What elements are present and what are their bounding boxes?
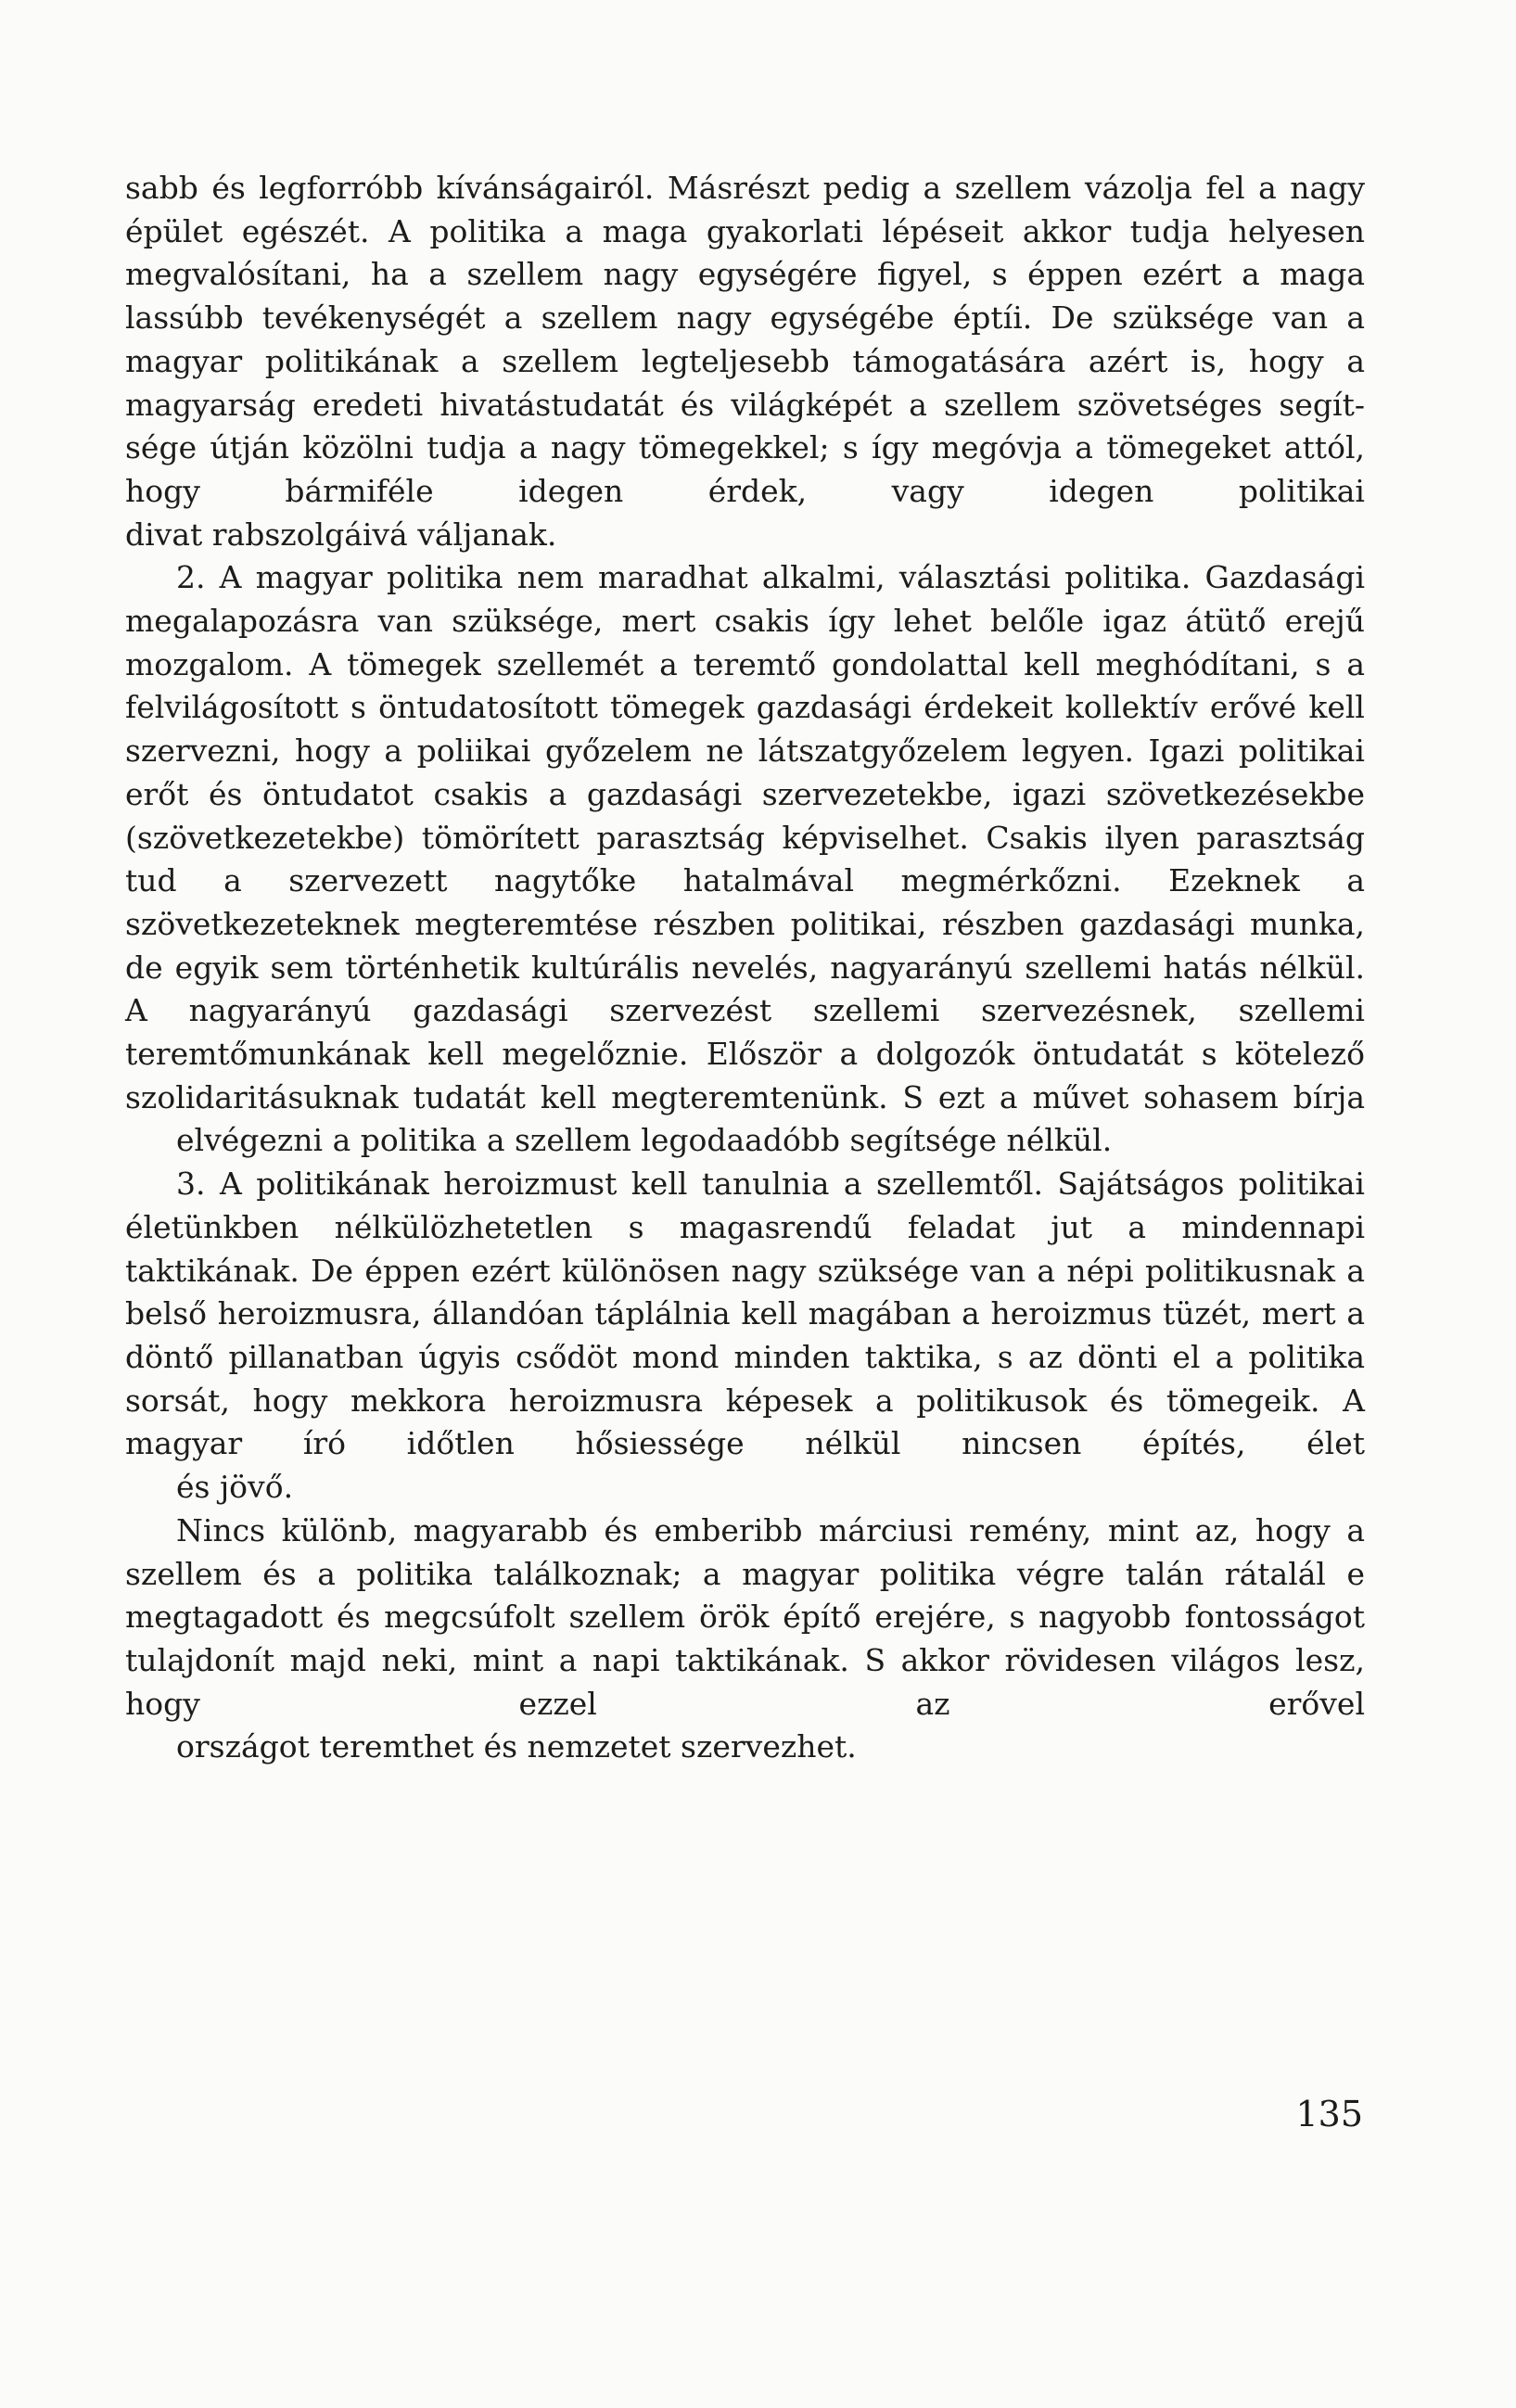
paragraph-1-text: sabb és legforróbb kívánságairól. Másrészt pedig a szellem vázolja fel a nagy épület egészét. A politika a maga gyakorlati lépéseit akkor tudja helyesen megvalósítani, ha a szellem nagy egységére figyel, s éppen ezért a maga lassúbb tevékenységét a szellem nagy egységébe éptíi. De szüksége van a magyar politikának a szellem legteljesebb támogatására azért is, hogy a magyarság eredeti hivatástudatát és világképét a szellem szövetséges segítsége útján közölni tudja a nagy tömegekkel; s így megóvja a tömegeket attól, hogy bármiféle idegen érdek, vagy idegen politikai [125,170,1365,509]
paragraph-4-last-line: országot teremthet és nemzetet szervezhet. [176,1728,857,1765]
paragraph-3 [125,1163,1365,1510]
paragraph-1 [125,167,1365,556]
paragraph-3-text: 3. A politikának heroizmust kell tanulnia a szellemtől. Sajátságos politikai életünkben nélkülözhetetlen s magasrendű feladat jut a mindennapi taktikának. De éppen ezért különösen nagy szüksége van a népi politikusnak a belső heroizmusra, állandóan táplálnia kell magában a heroizmus tüzét, mert a döntő pillanatban úgyis csődöt mond minden taktika, s az dönti el a politika sorsát, hogy mekkora heroizmusra képesek a politikusok és tömegeik. A magyar író időtlen hősiessége nélkül nincsen építés, élet [125,1166,1365,1462]
page-body [125,167,1365,1769]
paragraph-4-text: Nincs különb, magyarabb és emberibb márciusi remény, mint az, hogy a szellem és a politika találkoznak; a magyar politika végre talán rátalál e megtagadott és megcsúfolt szellem örök építő erejére, s nagyobb fontosságot tulajdonít majd neki, mint a napi taktikának. S akkor rövidesen világos lesz, hogy ezzel az erővel [125,1511,1365,1722]
paragraph-1-last-line: divat rabszolgáivá váljanak. [125,516,557,553]
paragraph-4 [125,1510,1365,1769]
page-number: 135 [1295,2094,1363,2134]
paragraph-2-last-line: elvégezni a politika a szellem legodaadóbb segítsége nélkül. [176,1122,1113,1159]
paragraph-3-last-line: és jövő. [176,1469,294,1506]
paragraph-2-text: 2. A magyar politika nem maradhat alkalmi, választási politika. Gazdasági megalapozásra van szüksége, mert csakis így lehet belőle igaz átütő erejű mozgalom. A tömegek szellemét a teremtő gondolattal kell meghódítani, s a felvilágosított s öntudatosított tömegek gazdasági érdekeit kollektív erővé kell szervezni, hogy a poliikai győzelem ne látszatgyőzelem legyen. Igazi politikai erőt és öntudatot csakis a gazdasági szervezetekbe, igazi szövetkezésekbe (szövetkezetekbe) tömörített parasztság képviselhet. Csakis ilyen parasztság tud a szervezett nagytőke hatalmával megmérkőzni. Ezeknek a szövetkezeteknek megteremtése részben politikai, részben gazdasági munka, de egyik sem történhetik kultúrális nevelés, nagyarányú szellemi hatás nélkül. A nagyarányú gazdasági szervezést szellemi szervezésnek, szellemi teremtőmunkának kell megelőznie. Először a dolgozók öntudatát s kötelező szolidaritásuknak tudatát kell megteremtenünk. S ezt a művet sohasem bírja [125,559,1365,1115]
paragraph-2 [125,556,1365,1163]
